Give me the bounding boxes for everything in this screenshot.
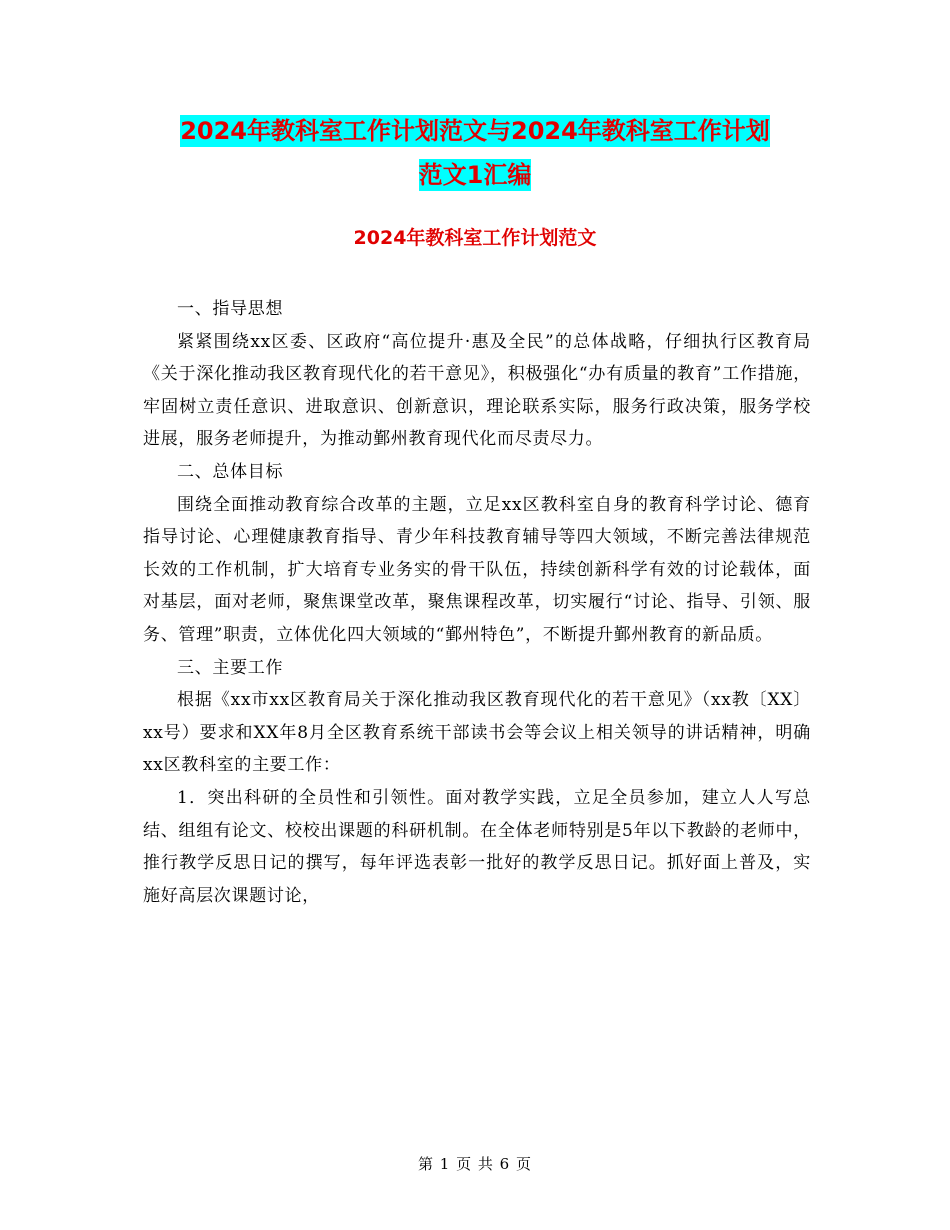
title-highlight: 2024年教科室工作计划范文与2024年教科室工作计划 (180, 117, 770, 145)
paragraph-item-1: 1．突出科研的全员性和引领性。面对教学实践，立足全员参加，建立人人写总结、组组有论文、校校出课题的科研机制。在全体老师特别是5年以下教龄的老师中，推行教学反思日记的撰写，每年评选表彰一批好的教学反思日记。抓好面上普及，实施好高层次课题讨论， (143, 787, 811, 906)
paragraph-guiding-thought: 紧紧围绕xx区委、区政府“高位提升·惠及全民”的总体战略，仔细执行区教育局《关于深化推动我区教育现代化的若干意见》，积极强化“办有质量的教育”工作措施，牢固树立责任意识、进取意识、创新意识，理论联系实际，服务行政决策，服务学校进展，服务老师提升，为推动鄞州教育现代化而尽责尽力。 (143, 331, 811, 450)
document-title-line-2 (0, 150, 950, 200)
paragraph-overall-goal: 围绕全面推动教育综合改革的主题，立足xx区教科室自身的教育科学讨论、德育指导讨论、心理健康教育指导、青少年科技教育辅导等四大领域，不断完善法律规范长效的工作机制，扩大培育专业务实的骨干队伍，持续创新科学有效的讨论载体，面对基层，面对老师，聚焦课堂改革，聚焦课程改革，切实履行“讨论、指导、引领、服务、管理”职责，立体优化四大领域的“鄞州特色”，不断提升鄞州教育的新品质。 (143, 494, 811, 645)
section-title: 2024年教科室工作计划范文 (353, 227, 597, 249)
page-number-footer: 第 1 页 共 6 页 (418, 1155, 532, 1173)
paragraph-main-work: 根据《xx市xx区教育局关于深化推动我区教育现代化的若干意见》（xx教〔XX〕xx号）要求和XX年8月全区教育系统干部读书会等会议上相关领导的讲话精神，明确xx区教科室的主要工作： (143, 690, 811, 776)
heading-main-work: 三、主要工作 (177, 657, 284, 678)
document-title-line-1 (0, 106, 950, 156)
heading-guiding-thought: 一、指导思想 (177, 299, 284, 319)
document-body (143, 293, 811, 912)
title-highlight: 范文1汇编 (418, 161, 532, 189)
heading-overall-goal: 二、总体目标 (177, 461, 284, 482)
